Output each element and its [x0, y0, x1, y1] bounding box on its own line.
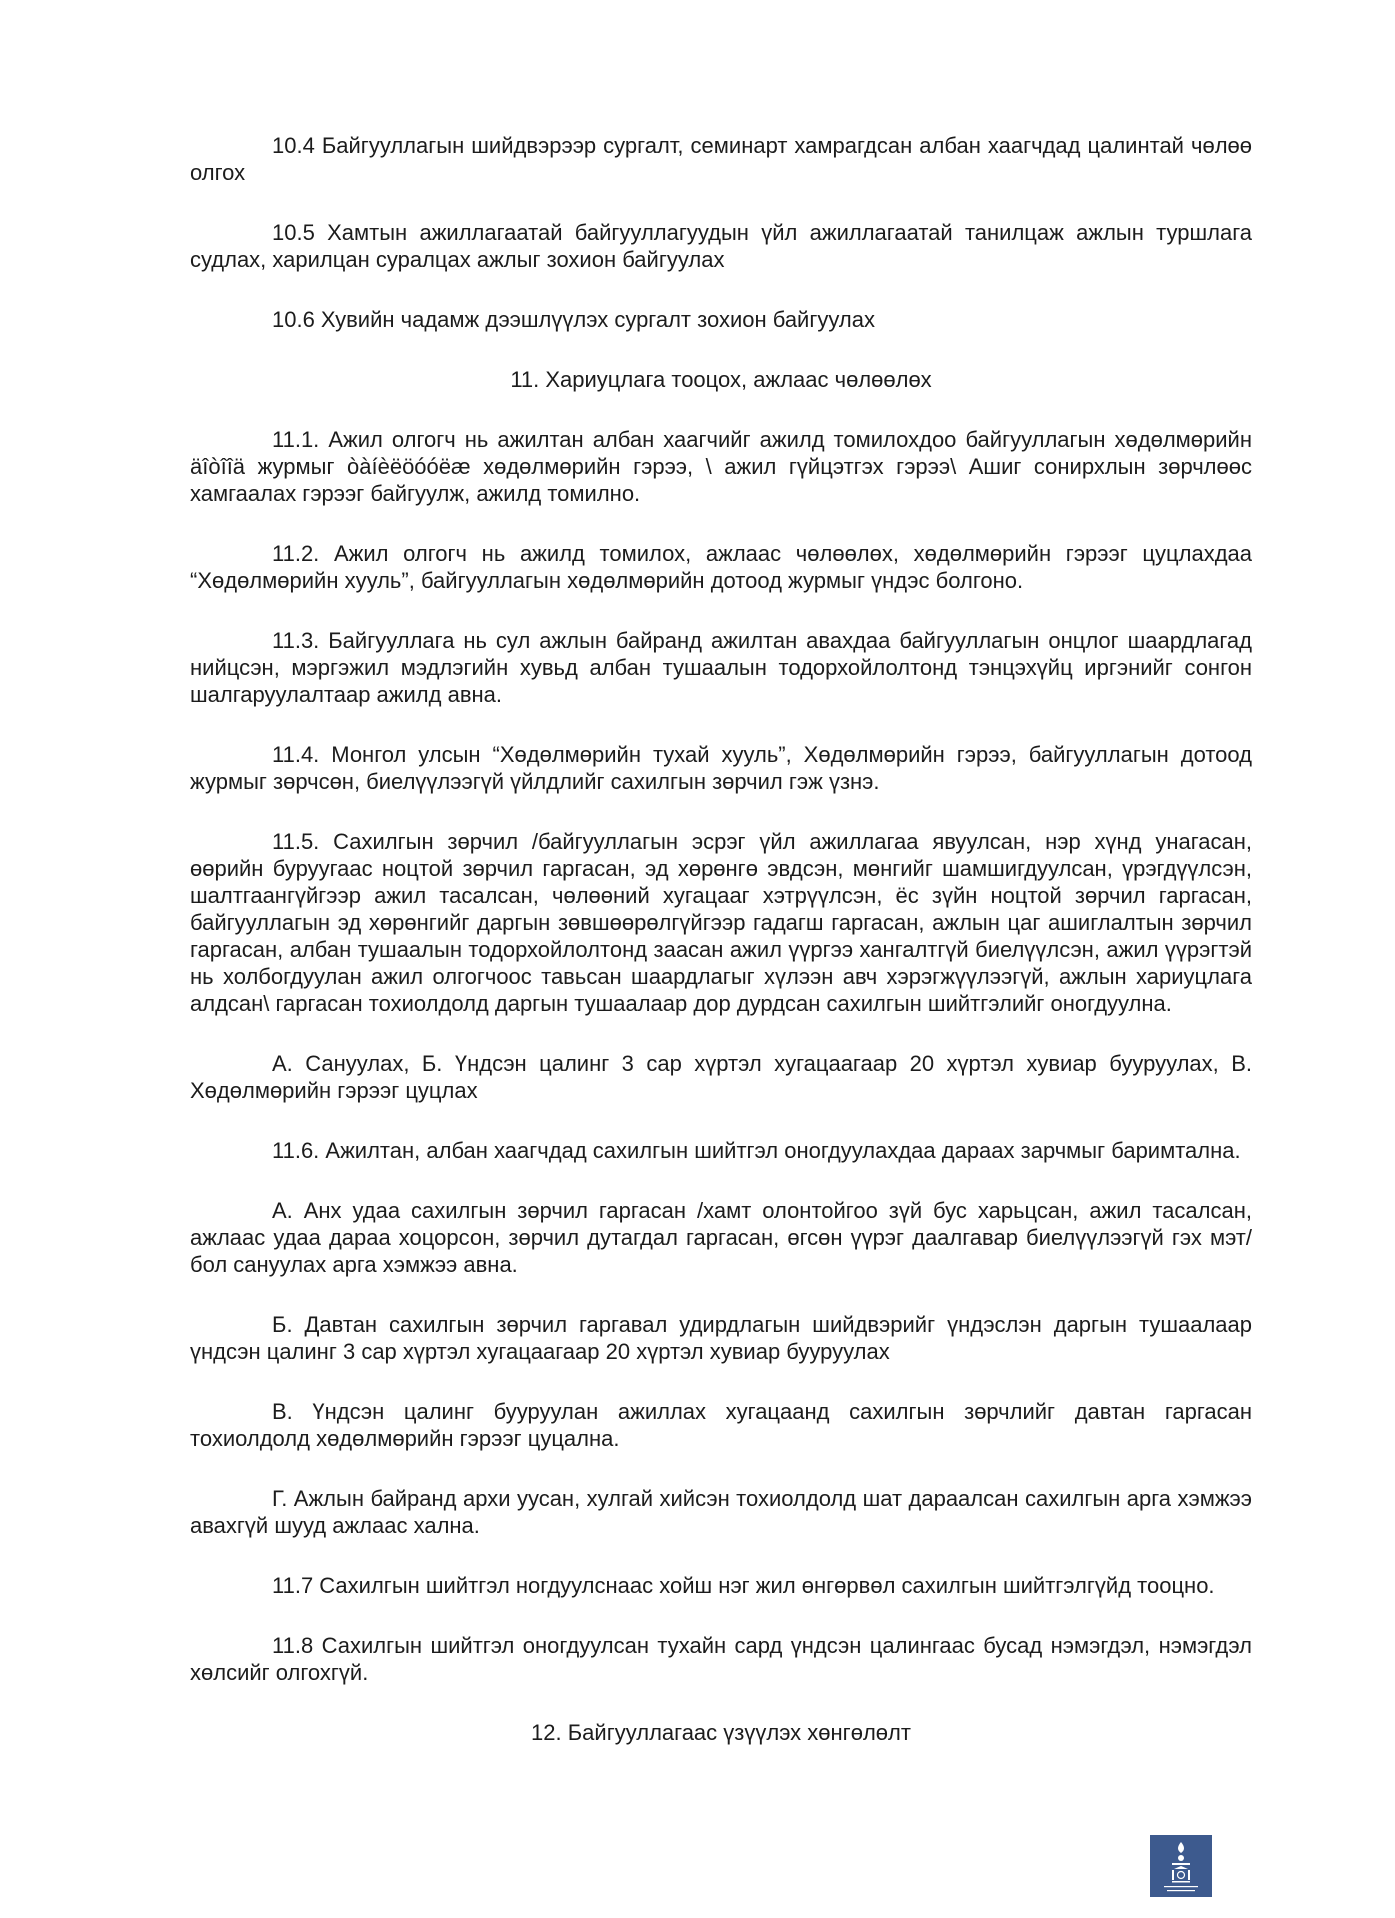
paragraph-11-6: 11.6. Ажилтан, албан хаагчдад сахилгын шийтгэл оногдуулахдаа дараах зарчмыг баримтална. — [272, 1138, 1241, 1163]
paragraph-11-4: 11.4. Монгол улсын “Хөдөлмөрийн тухай хууль”, Хөдөлмөрийн гэрээ, байгууллагын дотоод журмыг зөрчсөн, биелүүлээгүй үйлдлийг сахилгын зөрчил гэж үзнэ. — [190, 742, 1252, 794]
paragraph-10-5: 10.5 Хамтын ажиллагаатай байгууллагуудын үйл ажиллагаатай танилцаж ажлын туршлага судлах, харилцан суралцах ажлыг зохион байгуулах — [190, 220, 1252, 272]
section-heading-11: 11. Хариуцлага тооцох, ажлаас чөлөөлөх — [510, 367, 932, 392]
paragraph-10-4: 10.4 Байгууллагын шийдвэрээр сургалт, семинарт хамрагдсан албан хаагчдад цалинтай чөлөө олгох — [190, 133, 1252, 185]
paragraph-11-2: 11.2. Ажил олгогч нь ажилд томилох, ажлаас чөлөөлөх, хөдөлмөрийн гэрээг цуцлахдаа “Хөдөлмөрийн хууль”, байгууллагын хөдөлмөрийн дотоод журмыг үндэс болгоно. — [190, 541, 1252, 593]
paragraph-10-6: 10.6 Хувийн чадамж дээшлүүлэх сургалт зохион байгуулах — [272, 307, 875, 332]
paragraph-11-6-a: А. Анх удаа сахилгын зөрчил гаргасан /хамт олонтойгоо зүй бус харьцсан, ажил тасалсан, ажлаас удаа дараа хоцорсон, зөрчил дутагдал гаргасан, өгсөн үүрэг даалгавар биелүүлээгүй гэх мэт/ бол сануулах арга хэмжээ авна. — [190, 1198, 1252, 1277]
paragraph-11-5-abc: А. Сануулах, Б. Үндсэн цалинг 3 сар хүртэл хугацаагаар 20 хүртэл хувиар бууруулах, В. Хөдөлмөрийн гэрээг цуцлах — [190, 1051, 1252, 1103]
section-heading-12: 12. Байгууллагаас үзүүлэх хөнгөлөлт — [531, 1720, 911, 1745]
paragraph-11-5: 11.5. Сахилгын зөрчил /байгууллагын эсрэг үйл ажиллагаа явуулсан, нэр хүнд унагасан, өөрийн буруугаас ноцтой зөрчил гаргасан, эд хөрөнгө эвдсэн, мөнгийг шамшигдуулсан, үрэгдүүлсэн, шалтгаангүйгээр ажил тасалсан, чөлөөний хугацааг хэтрүүлсэн, ёс зүйн ноцтой зөрчил гаргасан, байгууллагын эд хөрөнгийг даргын зөвшөөрөлгүйгээр гадагш гаргасан, ажлын цаг ашиглалтын зөрчил гаргасан, албан тушаалын тодорхойлолтонд заасан ажил үүргээ хангалтгүй биелүүлсэн, ажил үүрэгтэй нь холбогдуулан ажил олгогчоос тавьсан шаардлагыг хүлээн авч хэрэгжүүлээгүй, ажлын хариуцлага алдсан\ гаргасан тохиолдолд даргын тушаалаар дор дурдсан сахилгын шийтгэлийг оногдуулна. — [190, 829, 1252, 1016]
paragraph-11-8: 11.8 Сахилгын шийтгэл оногдуулсан тухайн сард үндсэн цалингаас бусад нэмэгдэл, нэмэгдэл хөлсийг олгохгүй. — [190, 1633, 1252, 1685]
paragraph-11-1: 11.1. Ажил олгогч нь ажилтан албан хаагчийг ажилд томилохдоо байгууллагын хөдөлмөрийн äîòîîä журмыг òàíèëöóóëæ хөдөлмөрийн гэрээ, \ ажил гүйцэтгэх гэрээ\ Ашиг сонирхлын зөрчлөөс хамгаалах гэрээг байгуулж, ажилд томилно. — [190, 427, 1252, 506]
government-seal-logo — [1150, 1835, 1212, 1897]
paragraph-11-6-v: В. Үндсэн цалинг бууруулан ажиллах хугацаанд сахилгын зөрчлийг давтан гаргасан тохиолдолд хөдөлмөрийн гэрээг цуцална. — [190, 1399, 1252, 1451]
paragraph-11-3: 11.3. Байгууллага нь сул ажлын байранд ажилтан авахдаа байгууллагын онцлог шаардлагад нийцсэн, мэргэжил мэдлэгийн хувьд албан тушаалын тодорхойлолтонд тэнцэхүйц иргэнийг сонгон шалгаруулалтаар ажилд авна. — [190, 628, 1252, 707]
paragraph-11-6-b: Б. Давтан сахилгын зөрчил гаргавал удирдлагын шийдвэрийг үндэслэн даргын тушаалаар үндсэн цалинг 3 сар хүртэл хугацаагаар 20 хүртэл хувиар бууруулах — [190, 1312, 1252, 1364]
document-body — [190, 132, 1252, 1746]
paragraph-11-6-g: Г. Ажлын байранд архи уусан, хулгай хийсэн тохиолдолд шат дараалсан сахилгын арга хэмжээ авахгүй шууд ажлаас хална. — [190, 1486, 1252, 1538]
soyombo-emblem-icon — [1150, 1835, 1212, 1897]
paragraph-11-7: 11.7 Сахилгын шийтгэл ногдуулснаас хойш нэг жил өнгөрвөл сахилгын шийтгэлгүйд тооцно. — [272, 1573, 1215, 1598]
